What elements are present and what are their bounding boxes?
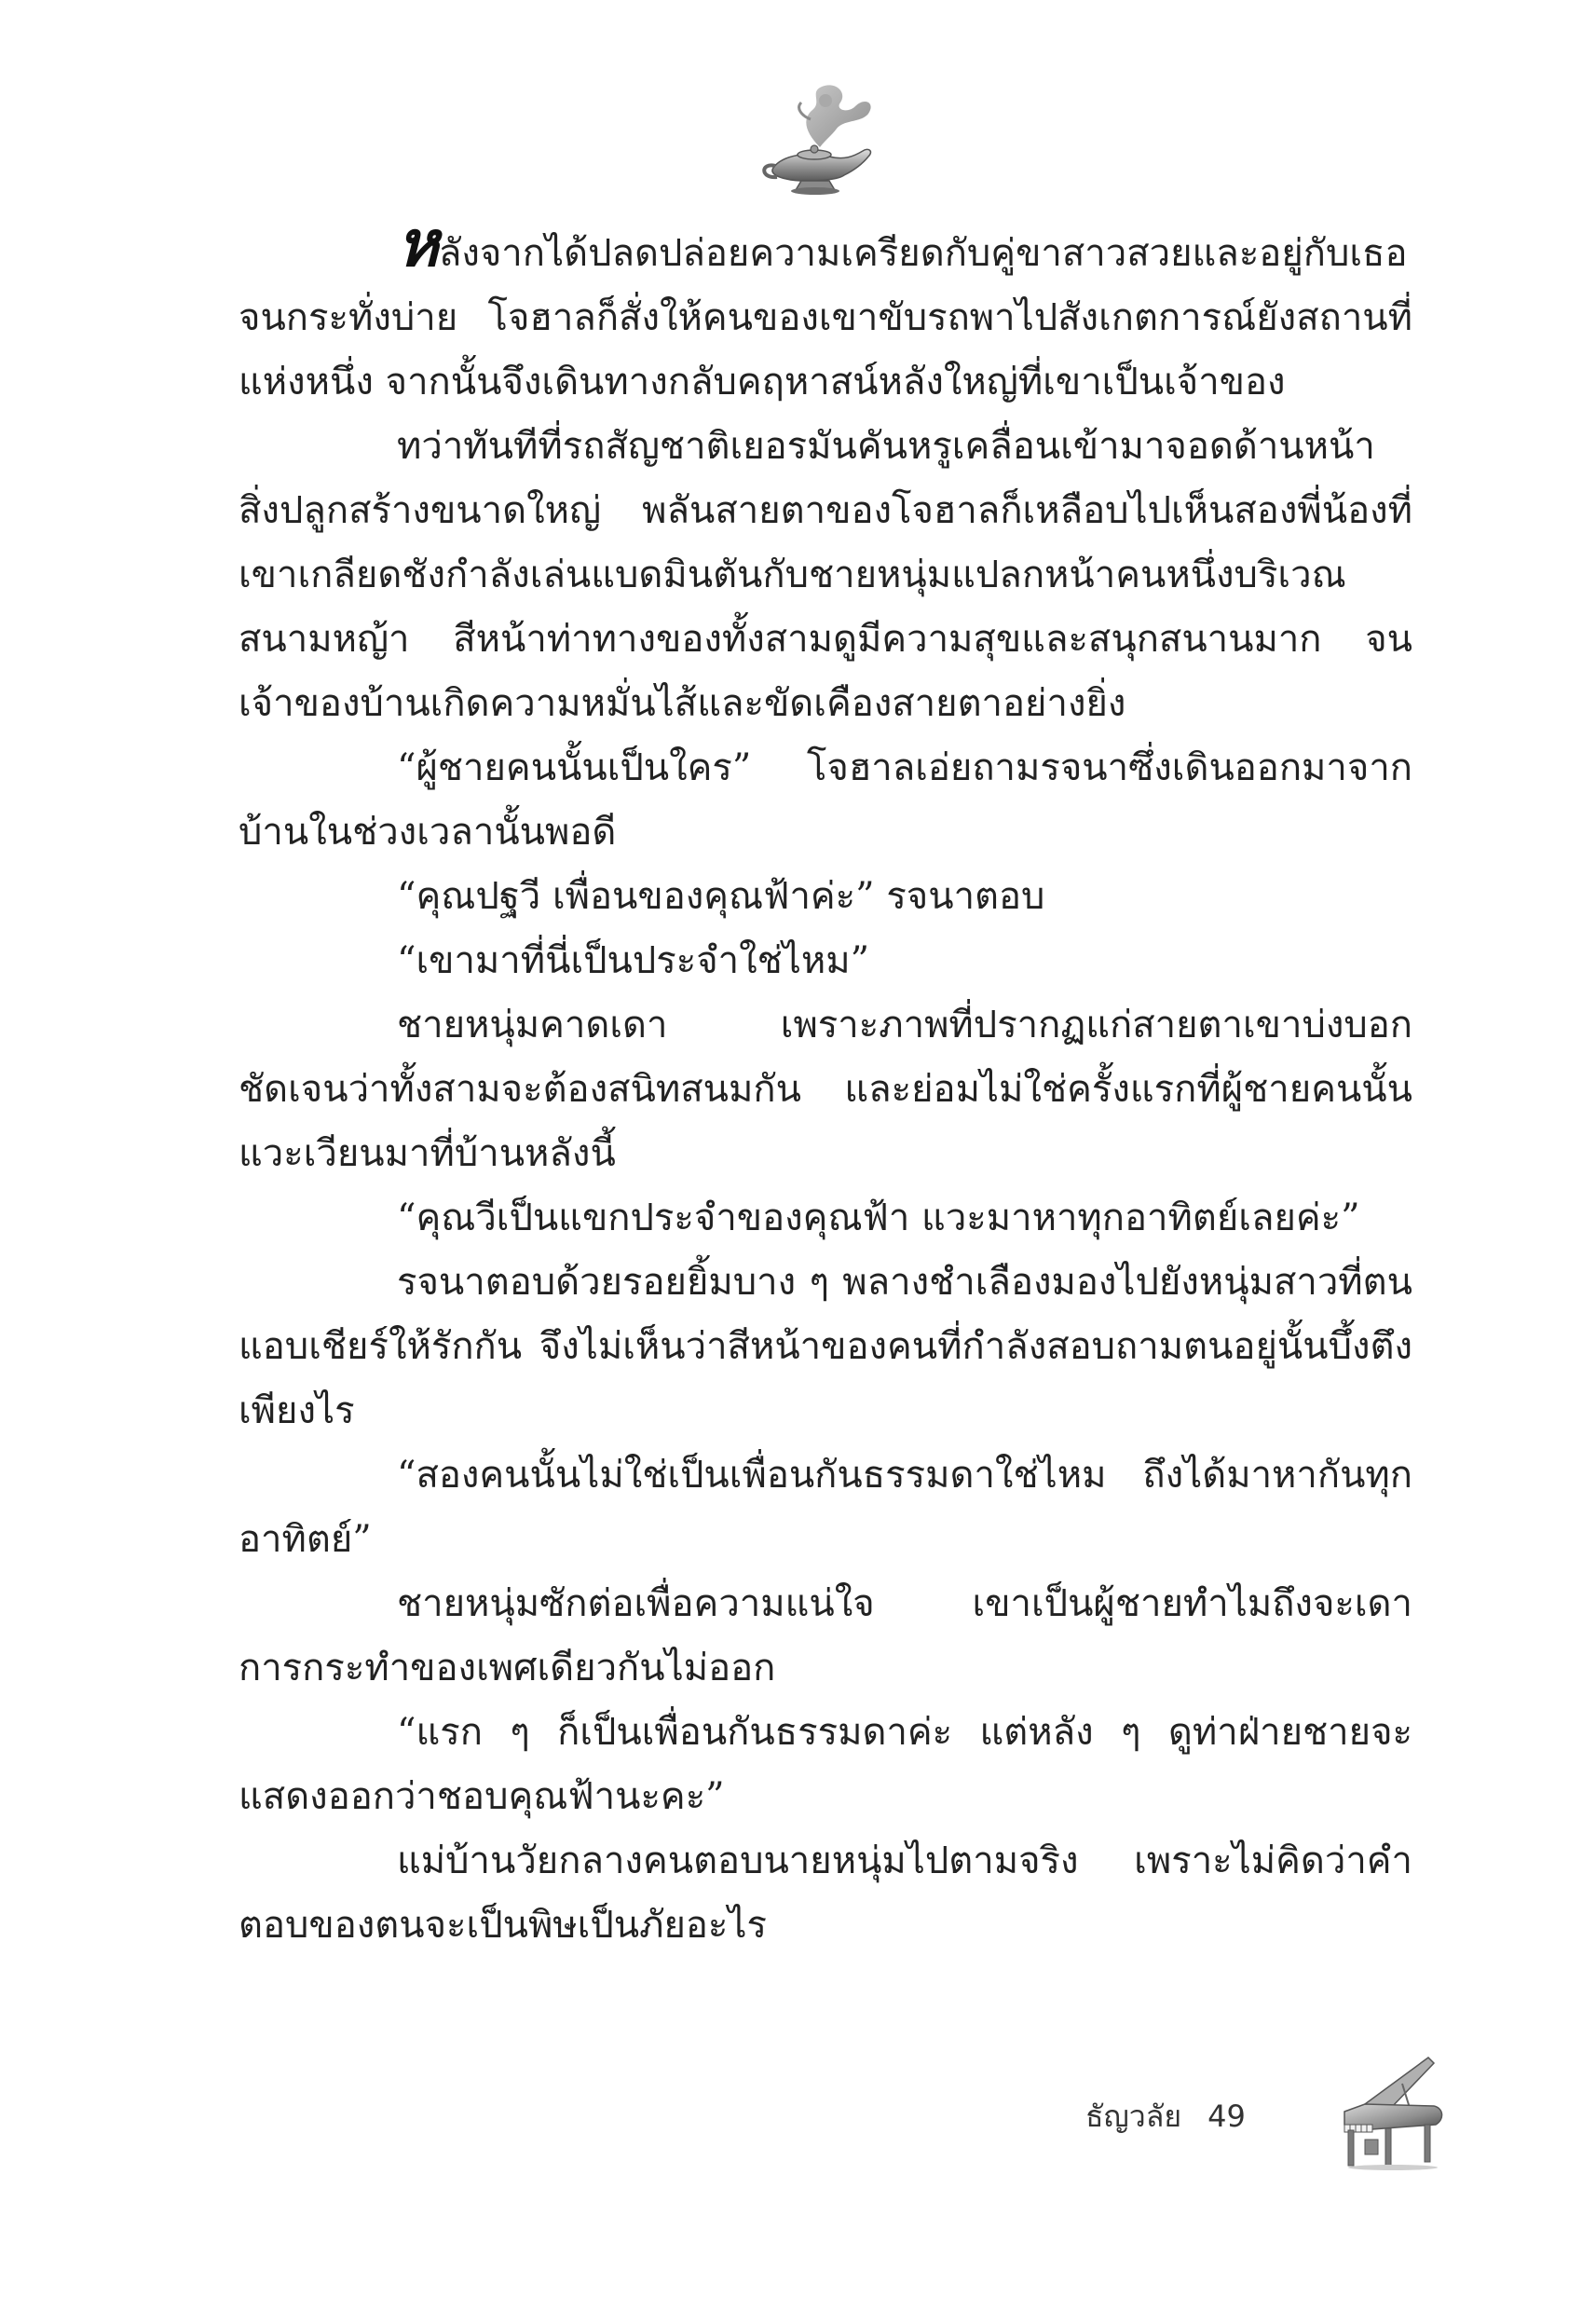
paragraph: ชายหนุ่มคาดเดา เพราะภาพที่ปรากฏแก่สายตาเขาบ่งบอกชัดเจนว่าทั้งสามจะต้องสนิทสนมกัน และย่อมไม่ใช่ครั้งแรกที่ผู้ชายคนนั้นแวะเวียนมาที่บ้านหลังนี้ xyxy=(239,1004,1412,1175)
paragraph: แม่บ้านวัยกลางคนตอบนายหนุ่มไปตามจริง เพราะไม่คิดว่าคำตอบของตนจะเป็นพิษเป็นภัยอะไร xyxy=(239,1839,1412,1947)
paragraph: “คุณปฐวี เพื่อนของคุณฟ้าค่ะ” รจนาตอบ xyxy=(397,875,1045,918)
paragraph-text: ลังจากได้ปลดปล่อยความเครียดกับคู่ขาสาวสวยและอยู่กับเธอจนกระทั่งบ่าย โจฮาลก็สั่งให้คนของเขาขับรถพาไปสังเกตการณ์ยังสถานที่แห่งหนึ่ง จากนั้นจึงเดินทางกลับคฤหาสน์หลังใหญ่ที่เขาเป็นเจ้าของ xyxy=(239,232,1412,403)
paragraph: ชายหนุ่มซักต่อเพื่อความแน่ใจ เขาเป็นผู้ชายทำไมถึงจะเดาการกระทำของเพศเดียวกันไม่ออก xyxy=(239,1582,1412,1689)
page-footer xyxy=(1085,2093,1272,2140)
drop-cap: ห xyxy=(397,207,439,281)
page-number: 49 xyxy=(1207,2099,1246,2134)
grand-piano-icon xyxy=(1337,2050,1449,2171)
genie-lamp-icon xyxy=(755,82,885,203)
paragraph: “ผู้ชายคนนั้นเป็นใคร” โจฮาลเอ่ยถามรจนาซึ่งเดินออกมาจากบ้านในช่วงเวลานั้นพอดี xyxy=(239,746,1412,854)
paragraph: ทว่าทันทีที่รถสัญชาติเยอรมันคันหรูเคลื่อนเข้ามาจอดด้านหน้าสิ่งปลูกสร้างขนาดใหญ่ พลันสายตาของโจฮาลก็เหลือบไปเห็นสองพี่น้องที่เขาเกลียดชังกำลังเล่นแบดมินตันกับชายหนุ่มแปลกหน้าคนหนึ่งบริเวณสนามหญ้า สีหน้าท่าทางของทั้งสามดูมีความสุขและสนุกสนานมาก จนเจ้าของบ้านเกิดความหมั่นไส้และขัดเคืองสายตาอย่างยิ่ง xyxy=(239,425,1412,725)
paragraph: “สองคนนั้นไม่ใช่เป็นเพื่อนกันธรรมดาใช่ไหม ถึงได้มาหากันทุกอาทิตย์” xyxy=(239,1454,1412,1561)
book-title: ธัญวลัย xyxy=(1085,2099,1182,2134)
paragraph: “คุณวีเป็นแขกประจำของคุณฟ้า แวะมาหาทุกอาทิตย์เลยค่ะ” xyxy=(397,1197,1360,1239)
paragraph: “เขามาที่นี่เป็นประจำใช่ไหม” xyxy=(397,939,870,982)
paragraph: “แรก ๆ ก็เป็นเพื่อนกันธรรมดาค่ะ แต่หลัง ๆ ดูท่าฝ่ายชายจะแสดงออกว่าชอบคุณฟ้านะคะ” xyxy=(239,1711,1412,1818)
page-body xyxy=(239,207,1412,1958)
paragraph xyxy=(239,207,1412,415)
paragraph: รจนาตอบด้วยรอยยิ้มบาง ๆ พลางชำเลืองมองไปยังหนุ่มสาวที่ตนแอบเชียร์ให้รักกัน จึงไม่เห็นว่าสีหน้าของคนที่กำลังสอบถามตนอยู่นั้นบึ้งตึงเพียงไร xyxy=(239,1261,1412,1432)
